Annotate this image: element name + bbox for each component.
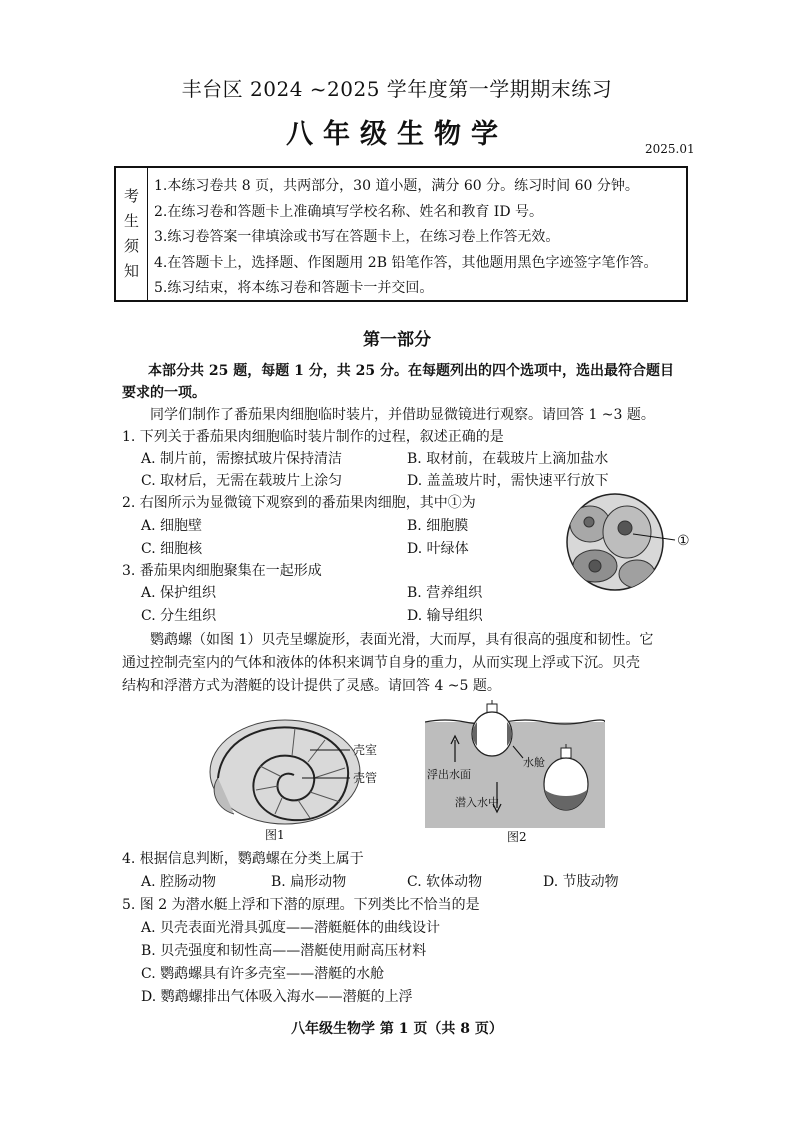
question-3-option-a: A. 保护组织 bbox=[141, 585, 217, 601]
exam-title: 丰台区 2024 ~2025 学年度第一学期期末练习 bbox=[181, 77, 613, 101]
question-4-option-b: B. 扁形动物 bbox=[271, 874, 347, 890]
question-2-option-d: D. 叶绿体 bbox=[407, 541, 469, 557]
exam-notice-box bbox=[114, 166, 688, 302]
context-nautilus-line: 通过控制壳室内的气体和液体的体积来调节自身的重力，从而实现上浮或下沉。贝壳 bbox=[122, 655, 640, 671]
exam-date: 2025.01 bbox=[645, 142, 695, 156]
notice-label-char: 知 bbox=[123, 262, 139, 280]
figure-1-label-chamber: 壳室 bbox=[353, 743, 378, 757]
notice-item: 2.在练习卷和答题卡上准确填写学校名称、姓名和教育 ID 号。 bbox=[154, 203, 544, 220]
figure-1-label-tube: 壳管 bbox=[353, 771, 378, 785]
question-2-stem: 2. 右图所示为显微镜下观察到的番茄果肉细胞，其中①为 bbox=[122, 495, 476, 511]
exam-subject: 八年级生物学 bbox=[286, 119, 508, 150]
question-1-option-b: B. 取材前，在载玻片上滴加盐水 bbox=[407, 451, 609, 467]
question-4-stem: 4. 根据信息判断，鹦鹉螺在分类上属于 bbox=[122, 851, 364, 867]
question-2-option-b: B. 细胞膜 bbox=[407, 518, 469, 534]
notice-label-char: 考 bbox=[123, 187, 139, 205]
question-2-option-a: A. 细胞壁 bbox=[141, 518, 203, 534]
notice-list bbox=[154, 174, 684, 302]
notice-label-char: 须 bbox=[123, 237, 139, 255]
question-1-option-d: D. 盖盖玻片时，需快速平行放下 bbox=[407, 473, 609, 489]
question-3-option-c: C. 分生组织 bbox=[141, 608, 217, 624]
notice-item: 3.练习卷答案一律填涂或书写在答题卡上，在练习卷上作答无效。 bbox=[154, 229, 560, 245]
question-5-option-d: D. 鹦鹉螺排出气体吸入海水——潜艇的上浮 bbox=[141, 989, 413, 1005]
question-1-option-c: C. 取材后，无需在载玻片上涂匀 bbox=[141, 473, 343, 489]
figure-2-label-float: 浮出水面 bbox=[427, 768, 471, 781]
question-4-option-c: C. 软体动物 bbox=[407, 874, 483, 890]
question-3-option-b: B. 营养组织 bbox=[407, 585, 483, 601]
question-1-option-a: A. 制片前，需擦拭玻片保持清洁 bbox=[141, 451, 343, 467]
notice-item: 1.本练习卷共 8 页，共两部分，30 道小题，满分 60 分。练习时间 60 分钟。 bbox=[154, 178, 639, 194]
part-intro-cont: 要求的一项。 bbox=[122, 385, 206, 401]
figure-2-label-tank: 水舱 bbox=[523, 756, 545, 769]
part-title: 第一部分 bbox=[363, 330, 431, 350]
cell-marker: ① bbox=[677, 533, 690, 549]
notice-label-char: 生 bbox=[123, 212, 139, 230]
microscope-cell-image bbox=[565, 492, 695, 592]
question-3-stem: 3. 番茄果肉细胞聚集在一起形成 bbox=[122, 563, 322, 579]
context-nautilus-line: 结构和浮潜方式为潜艇的设计提供了灵感。请回答 4 ~5 题。 bbox=[122, 678, 501, 694]
notice-label bbox=[116, 168, 148, 300]
notice-item: 5.练习结束，将本练习卷和答题卡一并交回。 bbox=[154, 280, 434, 296]
question-4-option-d: D. 节肢动物 bbox=[543, 874, 619, 890]
notice-item: 4.在答题卡上，选择题、作图题用 2B 铅笔作答，其他题用黑色字迹签字笔作答。 bbox=[154, 254, 658, 271]
figure-2-label-dive: 潜入水中 bbox=[455, 796, 499, 809]
question-5-option-c: C. 鹦鹉螺具有许多壳室——潜艇的水舱 bbox=[141, 966, 385, 982]
question-5-stem: 5. 图 2 为潜水艇上浮和下潜的原理。下列类比不恰当的是 bbox=[122, 897, 480, 913]
figure-1-nautilus bbox=[200, 710, 400, 845]
context-nautilus: 鹦鹉螺（如图 1）贝壳呈螺旋形，表面光滑，大而厚，具有很高的强度和韧性。它 bbox=[150, 632, 654, 648]
question-5-option-b: B. 贝壳强度和韧性高——潜艇使用耐高压材料 bbox=[141, 943, 427, 959]
part-intro: 本部分共 25 题，每题 1 分，共 25 分。在每题列出的四个选项中，选出最符合题目 bbox=[148, 363, 674, 379]
question-3-option-d: D. 输导组织 bbox=[407, 608, 483, 624]
figure-2-submarine bbox=[425, 700, 605, 828]
question-5-option-a: A. 贝壳表面光滑具弧度——潜艇艇体的曲线设计 bbox=[141, 920, 441, 936]
question-2-option-c: C. 细胞核 bbox=[141, 541, 203, 557]
question-4-option-a: A. 腔肠动物 bbox=[141, 874, 217, 890]
figure-1-caption: 图1 bbox=[265, 828, 285, 842]
question-1-stem: 1. 下列关于番茄果肉细胞临时装片制作的过程，叙述正确的是 bbox=[122, 429, 504, 445]
context-tomato: 同学们制作了番茄果肉细胞临时装片，并借助显微镜进行观察。请回答 1 ~3 题。 bbox=[150, 407, 655, 423]
figure-2-caption: 图2 bbox=[507, 830, 527, 844]
page-footer: 八年级生物学 第 1 页（共 8 页） bbox=[291, 1021, 503, 1037]
